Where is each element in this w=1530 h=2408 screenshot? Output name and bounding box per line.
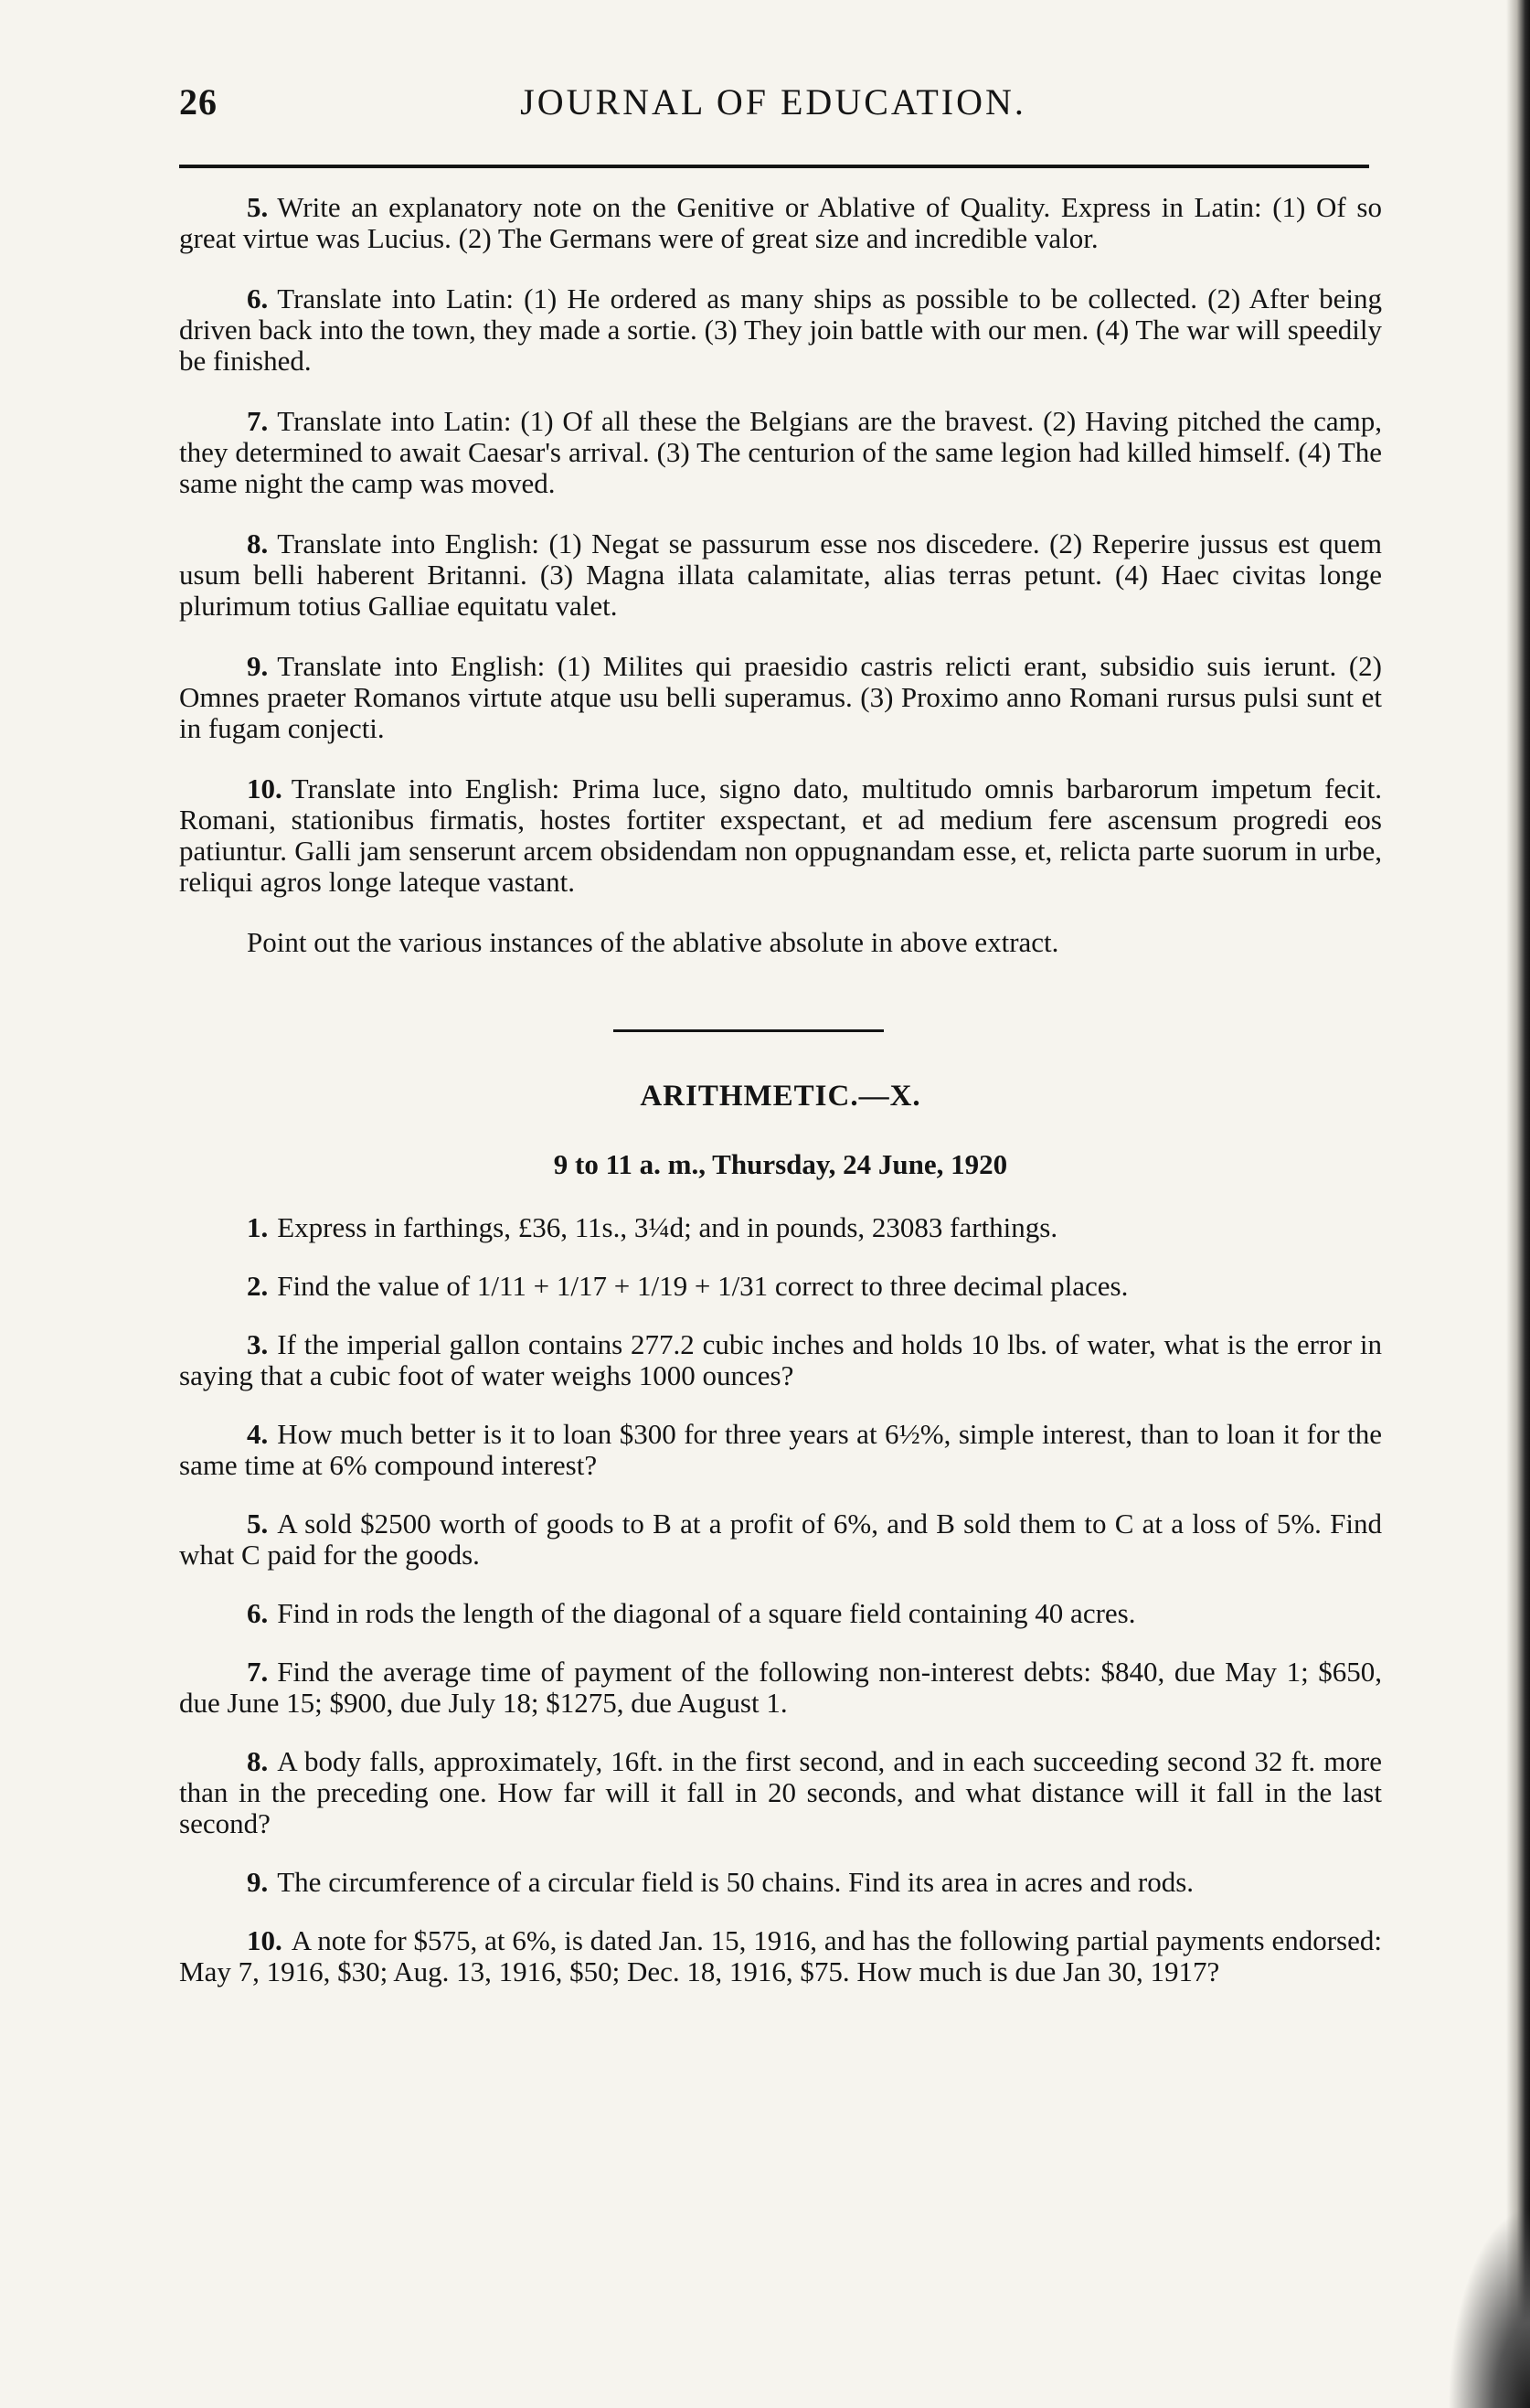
question-latin-5 [179, 192, 1382, 254]
question-number: 8. [247, 1745, 269, 1777]
question-text: How much better is it to loan $300 for three years at 6½%, simple interest, than to loan it for the same time at 6% compound interest? [179, 1418, 1382, 1481]
question-arith-7 [179, 1657, 1382, 1719]
question-number: 6. [247, 1597, 269, 1629]
question-number: 10. [247, 772, 282, 804]
question-number: 7. [247, 405, 269, 437]
question-arith-4 [179, 1419, 1382, 1481]
question-text: A note for $575, at 6%, is dated Jan. 15, 1916, and has the following partial payments endorsed: May 7, 1916, $30; Aug. 13, 1916, $50; Dec. 18, 1916, $75. How much is due Jan 30, 1917? [179, 1924, 1382, 1987]
question-number: 2. [247, 1270, 269, 1302]
question-text: Find in rods the length of the diagonal of a square field containing 40 acres. [277, 1597, 1136, 1629]
page-corner-shadow [1448, 2207, 1530, 2408]
page-content [179, 192, 1382, 2015]
question-latin-8 [179, 528, 1382, 622]
question-arith-3 [179, 1329, 1382, 1391]
page-header [179, 80, 1367, 135]
question-text: Translate into English: Prima luce, signo dato, multitudo omnis barbarorum impetum fecit. Romani, stationibus firmatis, hostes fortiter exspectant, et ad medium fere ascensum progredi eos patiuntur. Galli jam senserunt arcem obsidendam non oppugnandam esse, et, relicta parte suorum in urbe, reliqui agros longe lateque vastant. [179, 772, 1382, 898]
question-text: A sold $2500 worth of goods to B at a profit of 6%, and B sold them to C at a loss of 5%. Find what C paid for the goods. [179, 1508, 1382, 1571]
question-arith-8 [179, 1746, 1382, 1839]
arithmetic-questions [179, 1212, 1382, 1987]
question-arith-1 [179, 1212, 1382, 1243]
header-rule [179, 165, 1369, 168]
question-text: If the imperial gallon contains 277.2 cubic inches and holds 10 lbs. of water, what is the error in saying that a cubic foot of water weighs 1000 ounces? [179, 1328, 1382, 1391]
question-number: 9. [247, 650, 269, 682]
ablative-note: Point out the various instances of the ablative absolute in above extract. [247, 926, 1059, 958]
question-number: 5. [247, 191, 269, 223]
question-arith-2 [179, 1271, 1382, 1302]
question-number: 5. [247, 1508, 269, 1540]
question-latin-9 [179, 651, 1382, 744]
question-text: Express in farthings, £36, 11s., 3¼d; and in pounds, 23083 farthings. [277, 1211, 1058, 1243]
question-arith-6 [179, 1598, 1382, 1629]
question-number: 10. [247, 1924, 282, 1956]
question-number: 1. [247, 1211, 269, 1243]
question-arith-9 [179, 1867, 1382, 1898]
question-text: Translate into Latin: (1) Of all these the Belgians are the bravest. (2) Having pitched the camp, they determined to await Caesar's arrival. (3) The centurion of the same legion had killed himself. (4) The same night the camp was moved. [179, 405, 1382, 499]
question-number: 3. [247, 1328, 269, 1360]
page-binding-edge [1506, 0, 1530, 2408]
question-text: A body falls, approximately, 16ft. in the first second, and in each succeeding second 32 ft. more than in the preceding one. How far will it fall in 20 seconds, and what distance will it fall in the last second? [179, 1745, 1382, 1839]
question-arith-5 [179, 1508, 1382, 1571]
question-text: Write an explanatory note on the Genitive or Ablative of Quality. Express in Latin: (1) Of so great virtue was Lucius. (2) The Germans were of great size and incredible valor. [179, 191, 1382, 254]
running-title: JOURNAL OF EDUCATION. [520, 81, 1026, 123]
question-number: 7. [247, 1656, 269, 1688]
question-latin-6 [179, 283, 1382, 377]
question-number: 4. [247, 1418, 269, 1450]
section-divider [613, 1029, 884, 1032]
question-text: Translate into English: (1) Negat se passurum esse nos discedere. (2) Reperire jussus est quem usum belli haberent Britanni. (3) Magna illata calamitate, alias terras petunt. (4) Haec civitas longe plurimum totius Galliae equitatu valet. [179, 527, 1382, 622]
question-text: Find the value of 1/11 + 1/17 + 1/19 + 1/31 correct to three decimal places. [277, 1270, 1129, 1302]
question-text: The circumference of a circular field is 50 chains. Find its area in acres and rods. [277, 1866, 1195, 1898]
question-number: 8. [247, 527, 269, 559]
question-latin-10 [179, 773, 1382, 898]
page-number: 26 [179, 81, 218, 123]
question-text: Translate into Latin: (1) He ordered as many ships as possible to be collected. (2) After being driven back into the town, they made a sortie. (3) They join battle with our men. (4) The war will speedily be finished. [179, 282, 1382, 377]
question-text: Translate into English: (1) Milites qui praesidio castris relicti erant, subsidio suis ierunt. (2) Omnes praeter Romanos virtute atque usu belli superamus. (3) Proximo anno Romani rursus pulsi sunt et in fugam conjecti. [179, 650, 1382, 744]
question-latin-7 [179, 406, 1382, 499]
exam-time: 9 to 11 a. m., Thursday, 24 June, 1920 [553, 1148, 1008, 1180]
question-text: Find the average time of payment of the following non-interest debts: $840, due May 1; $650, due June 15; $900, due July 18; $1275, due August 1. [179, 1656, 1382, 1719]
section-title: ARITHMETIC.—X. [640, 1080, 921, 1113]
question-arith-10 [179, 1925, 1382, 1987]
question-number: 6. [247, 282, 269, 314]
latin-questions [179, 192, 1382, 958]
question-number: 9. [247, 1866, 269, 1898]
